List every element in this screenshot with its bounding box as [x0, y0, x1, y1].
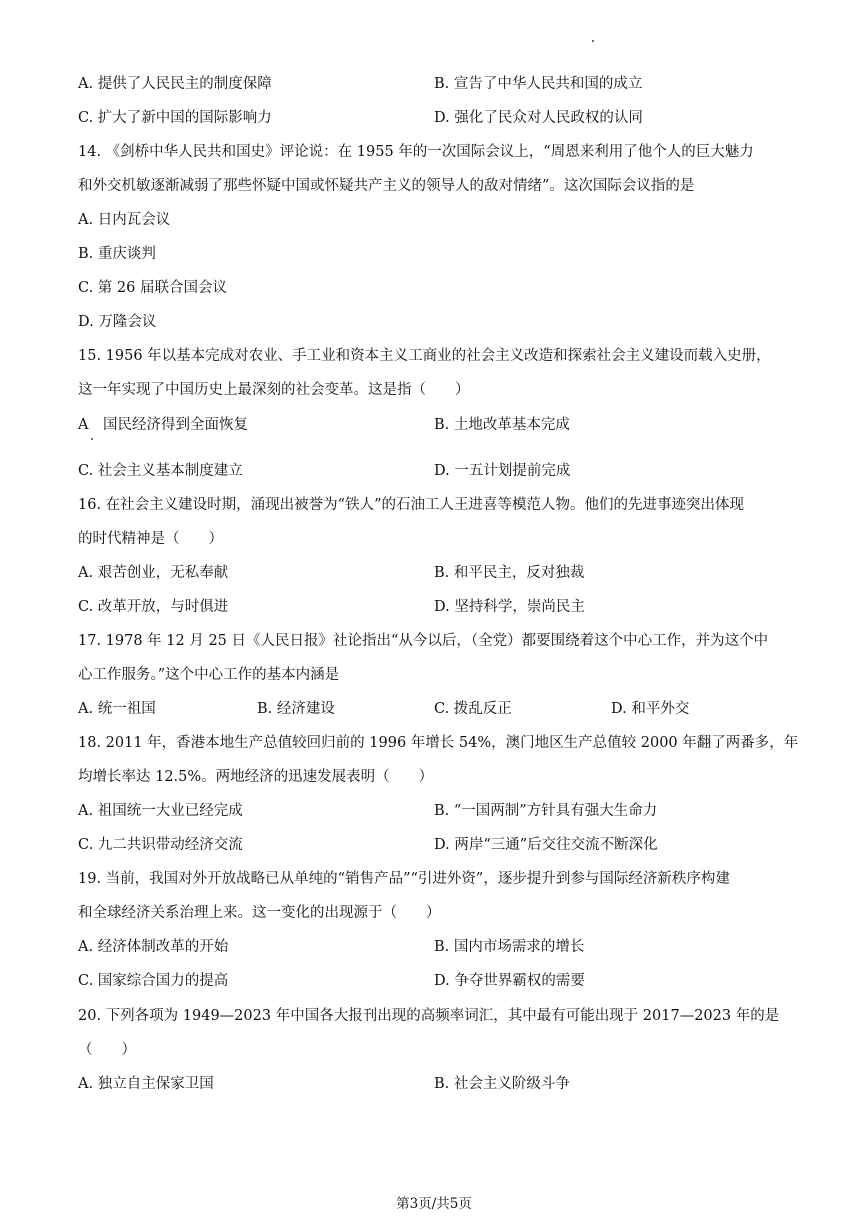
q19-option-c[interactable]: C. 国家综合国力的提高	[78, 973, 229, 989]
q20-stem-line1: 20. 下列各项为 1949—2023 年中国各大报刊出现的高频率词汇，其中最有可能出现于 2017—2023 年的是	[78, 1008, 780, 1024]
q18-option-d[interactable]: D. 两岸“三通”后交往交流不断深化	[434, 837, 658, 853]
q19-stem-line1: 19. 当前，我国对外开放战略已从单纯的“销售产品”“引进外资”，逐步提升到参与国际经济新秩序构建	[78, 871, 730, 887]
q19-option-a[interactable]: A. 经济体制改革的开始	[78, 939, 229, 955]
q16-option-d[interactable]: D. 坚持科学，崇尚民主	[434, 599, 585, 615]
q20-stem-line2: （ ）	[78, 1042, 136, 1058]
q19-option-b[interactable]: B. 国内市场需求的增长	[434, 939, 585, 955]
q18-option-a[interactable]: A. 祖国统一大业已经完成	[78, 803, 243, 819]
q13-option-a[interactable]: A. 提供了人民民主的制度保障	[78, 76, 272, 92]
q14-option-b[interactable]: B. 重庆谈判	[78, 246, 156, 262]
q13-option-d[interactable]: D. 强化了民众对人民政权的认同	[434, 110, 643, 126]
q17-stem-line2: 心工作服务。”这个中心工作的基本内涵是	[78, 667, 340, 683]
q17-option-d[interactable]: D. 和平外交	[611, 701, 690, 717]
q15-option-c[interactable]: C. 社会主义基本制度建立	[78, 463, 243, 479]
q15-option-a[interactable]: A 国民经济得到全面恢复	[78, 417, 248, 433]
q18-option-b[interactable]: B. “一国两制”方针具有强大生命力	[434, 803, 658, 819]
q18-stem-line1: 18. 2011 年，香港本地生产总值较回归前的 1996 年增长 54%，澳门地区生产总值较 2000 年翻了两番多，年	[78, 735, 799, 751]
q18-option-c[interactable]: C. 九二共识带动经济交流	[78, 837, 243, 853]
q16-option-c[interactable]: C. 改革开放，与时俱进	[78, 599, 229, 615]
q17-option-a[interactable]: A. 统一祖国	[78, 701, 156, 717]
q14-option-c[interactable]: C. 第 26 届联合国会议	[78, 280, 227, 296]
q15-stem-line2: 这一年实现了中国历史上最深刻的社会变革。这是指（ ）	[78, 382, 470, 398]
q16-option-b[interactable]: B. 和平民主，反对独裁	[434, 565, 585, 581]
q19-option-d[interactable]: D. 争夺世界霸权的需要	[434, 973, 585, 989]
scan-dot	[91, 438, 93, 440]
q15-option-d[interactable]: D. 一五计划提前完成	[434, 463, 571, 479]
q16-option-a[interactable]: A. 艰苦创业，无私奉献	[78, 565, 229, 581]
q14-stem-line2: 和外交机敏逐渐减弱了那些怀疑中国或怀疑共产主义的领导人的敌对情绪”。这次国际会议指的是	[78, 178, 695, 194]
q15-stem-line1: 15. 1956 年以基本完成对农业、手工业和资本主义工商业的社会主义改造和探索社会主义建设而载入史册，	[78, 348, 771, 364]
q17-stem-line1: 17. 1978 年 12 月 25 日《人民日报》社论指出“从今以后，（全党）都要围绕着这个中心工作，并为这个中	[78, 633, 769, 649]
q15-option-b[interactable]: B. 土地改革基本完成	[434, 417, 570, 433]
scan-dot	[592, 40, 594, 42]
q16-stem-line1: 16. 在社会主义建设时期，涌现出被誉为“铁人”的石油工人王进喜等模范人物。他们的先进事迹突出体现	[78, 497, 744, 513]
q20-option-a[interactable]: A. 独立自主保家卫国	[78, 1076, 214, 1092]
q20-option-b[interactable]: B. 社会主义阶级斗争	[434, 1076, 570, 1092]
page-footer: 第3页/共5页	[396, 1196, 472, 1212]
q19-stem-line2: 和全球经济关系治理上来。这一变化的出现源于（ ）	[78, 905, 441, 921]
q16-stem-line2: 的时代精神是（ ）	[78, 531, 223, 547]
q13-option-c[interactable]: C. 扩大了新中国的国际影响力	[78, 110, 272, 126]
q13-option-b[interactable]: B. 宣告了中华人民共和国的成立	[434, 76, 643, 92]
q14-stem-line1: 14. 《剑桥中华人民共和国史》评论说：在 1955 年的一次国际会议上，“周恩来利用了他个人的巨大魅力	[78, 144, 754, 160]
q14-option-a[interactable]: A. 日内瓦会议	[78, 212, 171, 228]
q18-stem-line2: 均增长率达 12.5%。两地经济的迅速发展表明（ ）	[78, 769, 434, 785]
q17-option-b[interactable]: B. 经济建设	[257, 701, 335, 717]
q14-option-d[interactable]: D. 万隆会议	[78, 314, 157, 330]
q17-option-c[interactable]: C. 拨乱反正	[434, 701, 512, 717]
